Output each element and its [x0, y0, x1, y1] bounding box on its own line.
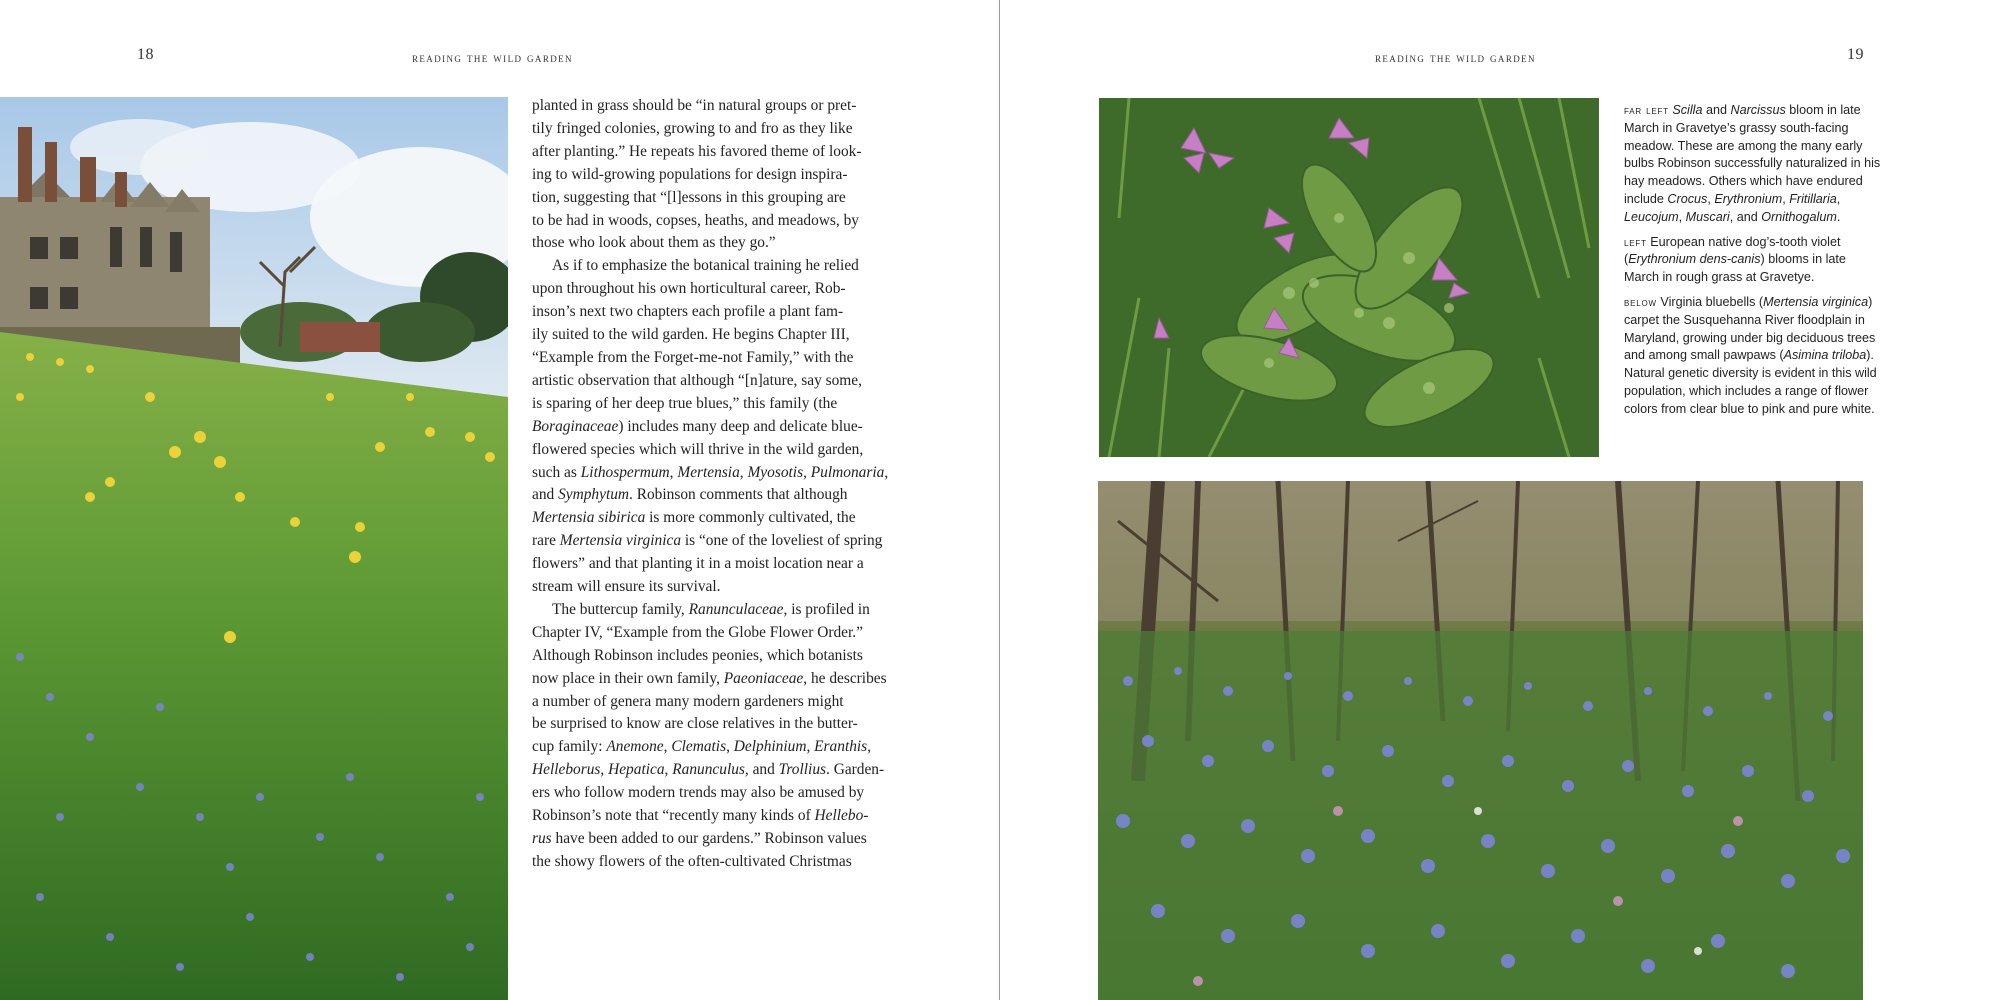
running-head-right: reading the wild garden	[1375, 50, 1536, 65]
page-number-left: 18	[137, 46, 154, 63]
running-head-left: reading the wild garden	[412, 50, 573, 65]
photo-dogs-tooth-violet	[1099, 98, 1599, 457]
left-page	[0, 0, 999, 1000]
caption-below: below Virginia bluebells (Mertensia virginica) carpet the Susquehanna River floodplain in Maryland, growing under big deciduous trees and among small pawpaws (Asimina triloba). Natural genetic diversity is evident in this wild population, which includes a range of flower colors from clear blue to pink and pure white.	[1624, 294, 1877, 416]
paragraph-2: As if to emphasize the botanical training he relied upon throughout his own horticultural career, Rob- inson’s next two chapters each profile a plant fam- ily suited to the wild garden. He begins Chapter III, “Example from the Forget-me-not Family,” with the artistic observation that although “[n]ature, say some, is sparing of her deep true blues,” this family (the Boraginaceae) includes many deep and delicate blue- flowered species which will thrive in the wild garden, such as Lithospermum, Mertensia, Myosotis, Pulmonaria, and Symphytum. Robinson comments that although Mertensia sibirica is more commonly cultivated, the rare Mertensia virginica is “one of the loveliest of spring flowers” and that planting it in a moist location near a stream will ensure its survival.	[532, 257, 889, 596]
right-page	[1000, 0, 2000, 1000]
photo-captions	[1624, 102, 1884, 426]
caption-left: left European native dog’s-tooth violet (Erythronium dens-canis) blooms in late March in rough grass at Gravetye.	[1624, 234, 1846, 285]
caption-far-left: far left Scilla and Narcissus bloom in late March in Gravetye’s grassy south-facing meadow. These are among the many early bulbs Robinson successfully naturalized in his hay meadows. Others which have endured include Crocus, Erythronium, Fritillaria, Leucojum, Muscari, and Ornithogalum.	[1624, 103, 1881, 224]
photo-manor-meadow	[0, 97, 508, 1000]
paragraph-1: planted in grass should be “in natural groups or pret- tily fringed colonies, growing to and fro as they like after planting.” He repeats his favored theme of look- ing to wild-growing populations for design inspira- tion, suggesting that “[l]essons in this grouping are to be had in woods, copses, heaths, and meadows, by those who look about them as they go.”	[532, 97, 862, 252]
body-text	[532, 95, 902, 874]
photo-virginia-bluebells	[1098, 481, 1863, 1000]
page-number-right: 19	[1847, 46, 1864, 63]
paragraph-3: The buttercup family, Ranunculaceae, is profiled in Chapter IV, “Example from the Globe Flower Order.” Although Robinson includes peonies, which botanists now place in their own family, Paeoniaceae, he describes a number of genera many modern gardeners might be surprised to know are close relatives in the butter- cup family: Anemone, Clematis, Delphinium, Eranthis, Helleborus, Hepatica, Ranunculus, and Trollius. Garden- ers who follow modern trends may also be amused by Robinson’s note that “recently many kinds of Hellebo- rus have been added to our gardens.” Robinson values the showy flowers of the often-cultivated Christmas	[532, 600, 887, 870]
